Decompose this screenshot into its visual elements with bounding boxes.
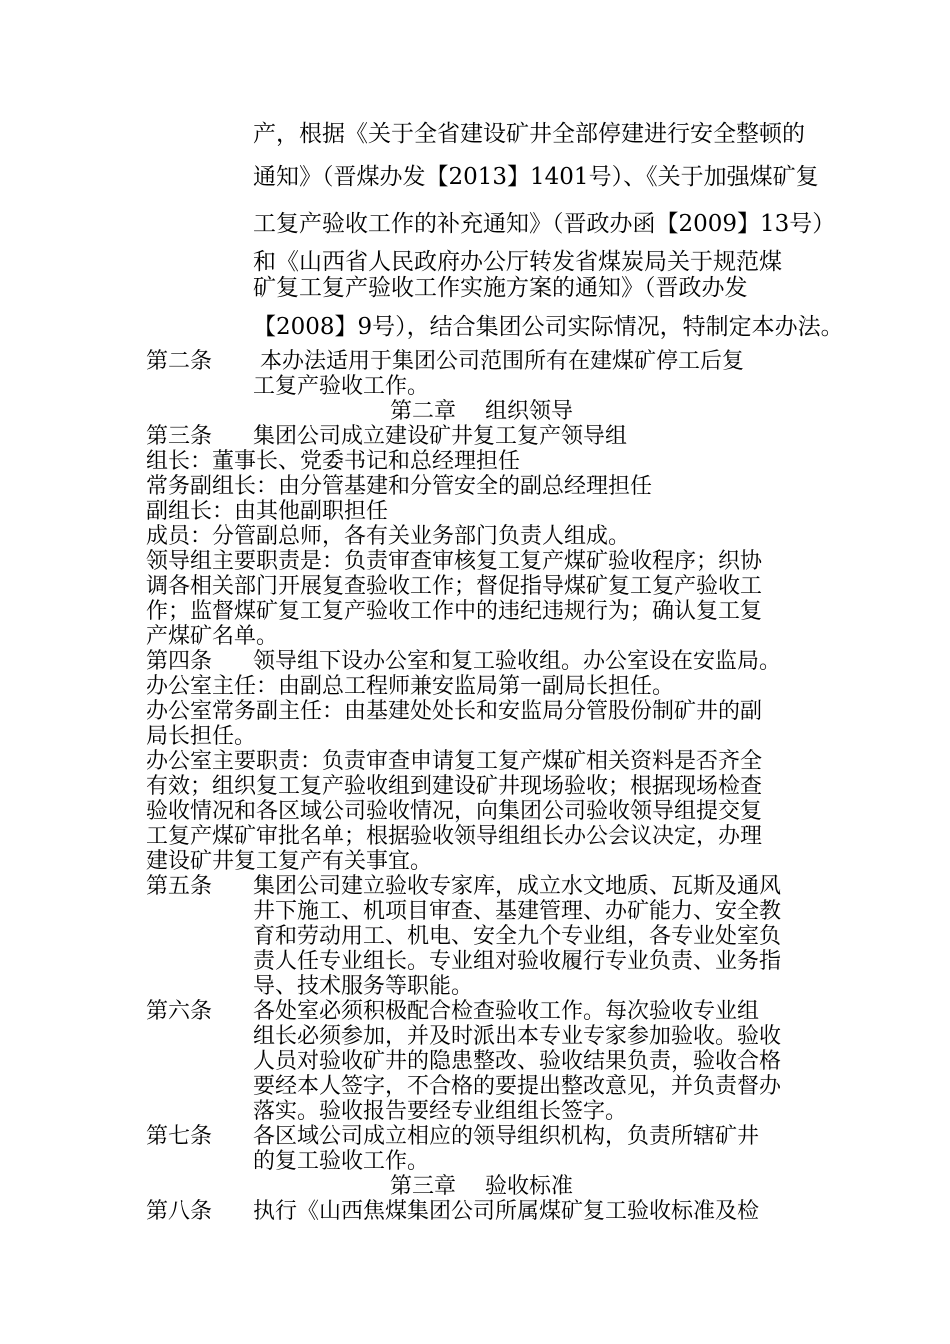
intro-line: 产，根据《关于全省建设矿井全部停建进行安全整顿的 — [253, 121, 805, 147]
chapter-2-heading: 第二章 组织领导 — [390, 399, 573, 424]
duty-line: 作；监督煤矿复工复产验收工作中的违纪违规行为；确认复工复 — [146, 599, 763, 624]
article-5-text: 导、技术服务等职能。 — [253, 974, 474, 999]
article-5-text: 责人任专业组长。专业组对验收履行专业负责、业务指 — [253, 949, 782, 974]
article-5-text: 井下施工、机项目审查、基建管理、办矿能力、安全教 — [253, 899, 782, 924]
intro-line: 矿复工复产验收工作实施方案的通知》（晋政办发 — [253, 275, 748, 301]
article-8-text: 执行《山西焦煤集团公司所属煤矿复工验收标准及检 — [253, 1199, 760, 1224]
office-line: 建设矿井复工复产有关事宜。 — [146, 849, 433, 874]
article-4-label: 第四条 — [146, 649, 213, 674]
article-2-text: 本办法适用于集团公司范围所有在建煤矿停工后复 — [260, 349, 745, 374]
article-7-text: 的复工验收工作。 — [253, 1149, 430, 1174]
leader-line: 成员：分管副总师，各有关业务部门负责人组成。 — [146, 524, 631, 549]
chapter-3-heading: 第三章 验收标准 — [390, 1174, 573, 1199]
article-6-text: 落实。验收报告要经专业组组长签字。 — [253, 1099, 628, 1124]
article-5-text: 育和劳动用工、机电、安全九个专业组，各专业处室负 — [253, 924, 782, 949]
article-8-label: 第八条 — [146, 1199, 213, 1224]
duty-line: 调各相关部门开展复查验收工作；督促指导煤矿复工复产验收工 — [146, 574, 763, 599]
article-7-label: 第七条 — [146, 1124, 213, 1149]
duty-line: 领导组主要职责是：负责审查审核复工复产煤矿验收程序；织协 — [146, 549, 763, 574]
office-line: 办公室主要职责：负责审查申请复工复产煤矿相关资料是否齐全 — [146, 749, 763, 774]
article-3-label: 第三条 — [146, 424, 213, 449]
office-line: 局长担任。 — [146, 724, 257, 749]
leader-line: 组长：董事长、党委书记和总经理担任 — [146, 449, 521, 474]
article-5-label: 第五条 — [146, 874, 213, 899]
intro-line: 【2008】9号），结合集团公司实际情况，特制定本办法。 — [253, 314, 844, 340]
leader-line: 常务副组长：由分管基建和分管安全的副总经理担任 — [146, 474, 653, 499]
article-4-text: 领导组下设办公室和复工验收组。办公室设在安监局。 — [253, 649, 782, 674]
article-6-text: 要经本人签字，不合格的要提出整改意见，并负责督办 — [253, 1074, 782, 1099]
article-6-text: 各处室必须积极配合检查验收工作。每次验收专业组 — [253, 999, 760, 1024]
article-3-text: 集团公司成立建设矿井复工复产领导组 — [253, 424, 628, 449]
intro-line: 工复产验收工作的补充通知》（晋政办函【2009】13号） — [253, 211, 836, 237]
office-line: 办公室常务副主任：由基建处处长和安监局分管股份制矿井的副 — [146, 699, 763, 724]
office-line: 有效；组织复工复产验收组到建设矿井现场验收；根据现场检查 — [146, 774, 763, 799]
office-line: 验收情况和各区域公司验收情况，向集团公司验收领导组提交复 — [146, 799, 763, 824]
duty-line: 产煤矿名单。 — [146, 624, 279, 649]
article-2-label: 第二条 — [146, 349, 213, 374]
article-2-text: 工复产验收工作。 — [253, 374, 430, 399]
intro-line: 通知》（晋煤办发【2013】1401号）、《关于加强煤矿复 — [253, 164, 819, 190]
article-6-text: 人员对验收矿井的隐患整改、验收结果负责，验收合格 — [253, 1049, 782, 1074]
leader-line: 副组长：由其他副职担任 — [146, 499, 389, 524]
article-7-text: 各区域公司成立相应的领导组织机构，负责所辖矿井 — [253, 1124, 760, 1149]
article-6-label: 第六条 — [146, 999, 213, 1024]
article-5-text: 集团公司建立验收专家库，成立水文地质、瓦斯及通风 — [253, 874, 782, 899]
office-line: 办公室主任：由副总工程师兼安监局第一副局长担任。 — [146, 674, 675, 699]
intro-line: 和《山西省人民政府办公厅转发省煤炭局关于规范煤 — [253, 249, 782, 275]
office-line: 工复产煤矿审批名单；根据验收领导组组长办公会议决定，办理 — [146, 824, 763, 849]
article-6-text: 组长必须参加，并及时派出本专业专家参加验收。验收 — [253, 1024, 782, 1049]
